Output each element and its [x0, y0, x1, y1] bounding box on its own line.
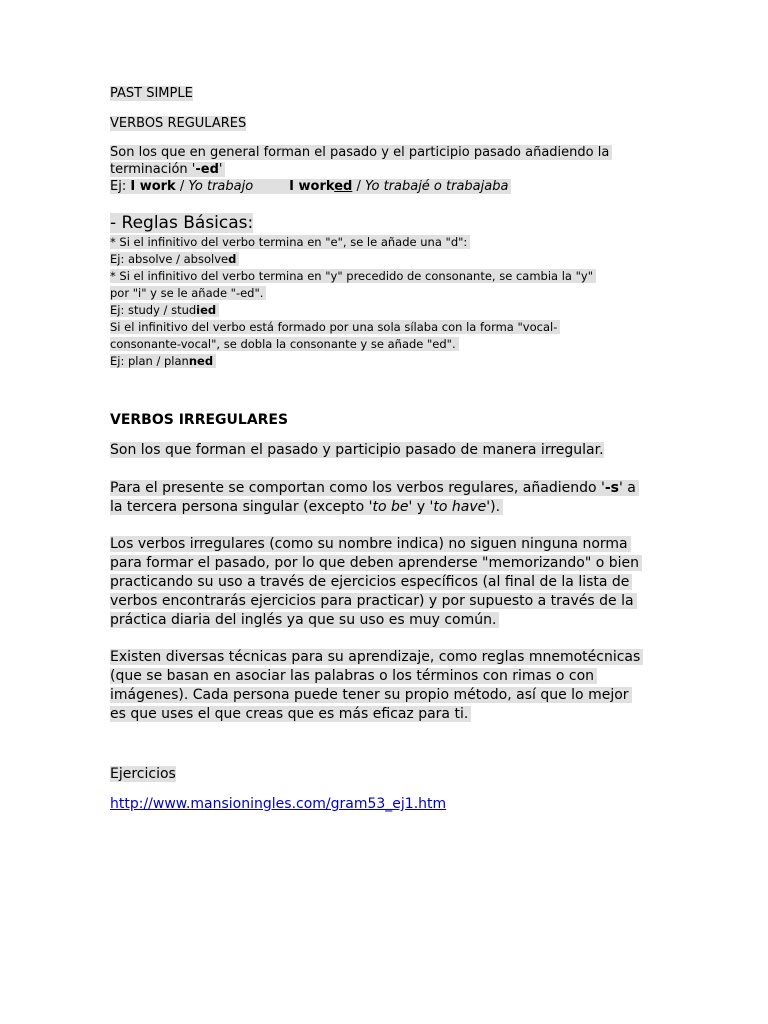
example-work: Ej: I work / Yo trabajo I worked / Yo trabajé o trabajaba	[110, 178, 612, 195]
rule-3: Si el infinitivo del verbo está formado por una sola sílaba con la forma "vocal-	[110, 320, 560, 334]
rule-2-example: Ej: study / studied	[110, 303, 219, 317]
exercises-label: Ejercicios	[110, 766, 176, 782]
rule-1-example: Ej: absolve / absolved	[110, 252, 239, 266]
rules-heading: - Reglas Básicas:	[110, 213, 254, 233]
regular-intro-paragraph: Son los que en general forman el pasado y el participio pasado añadiendo la terminación '-ed' Ej: I work / Yo trabajo I worked / Yo trabajé o trabajaba	[110, 144, 612, 195]
norma-paragraph: Los verbos irregulares (como su nombre indica) no siguen ninguna norma para formar el pasado, por lo que deben aprenderse "memorizando" o bien practicando su uso a través de ejercicios específicos (al final de la lista de verbos encontrarás ejercicios para practicar) y por supuesto a través de la práctica diaria del inglés ya que su uso es muy común.	[110, 535, 642, 630]
rules-list: * Si el infinitivo del verbo termina en "e", se le añade una "d": Ej: absolve / absolved * Si el infinitivo del verbo termina en "y" precedido de consonante, se cambia la "y" por "i" y se le añade "-ed". Ej: study / studied Si el infinitivo del verbo está formado por una sola sílaba con la forma "vocal- consonante-vocal", se dobla la consonante y se añade "ed". Ej: plan / planned	[110, 234, 596, 370]
rule-2: * Si el infinitivo del verbo termina en "y" precedido de consonante, se cambia la "y"	[110, 269, 596, 283]
rule-3-example: Ej: plan / planned	[110, 354, 216, 368]
heading-past-simple: PAST SIMPLE	[110, 86, 193, 101]
heading-verbos-irregulares: VERBOS IRREGULARES	[110, 412, 289, 428]
exercises-link[interactable]: http://www.mansioningles.com/gram53_ej1.htm	[110, 796, 447, 812]
exercises-link-line	[110, 795, 446, 814]
tecnicas-paragraph: Existen diversas técnicas para su aprendizaje, como reglas mnemotécnicas (que se basan en asociar las palabras o los términos con rimas o con imágenes). Cada persona puede tener su propio método, así que lo mejor es que uses el que creas que es más eficaz para ti.	[110, 648, 643, 724]
irregular-intro: Son los que forman el pasado y participio pasado de manera irregular.	[110, 442, 604, 458]
present-paragraph: Para el presente se comportan como los verbos regulares, añadiendo '-s' a la tercera persona singular (excepto 'to be' y 'to have').	[110, 479, 639, 517]
rule-1: * Si el infinitivo del verbo termina en "e", se le añade una "d":	[110, 235, 470, 249]
heading-verbos-regulares: VERBOS REGULARES	[110, 116, 247, 131]
